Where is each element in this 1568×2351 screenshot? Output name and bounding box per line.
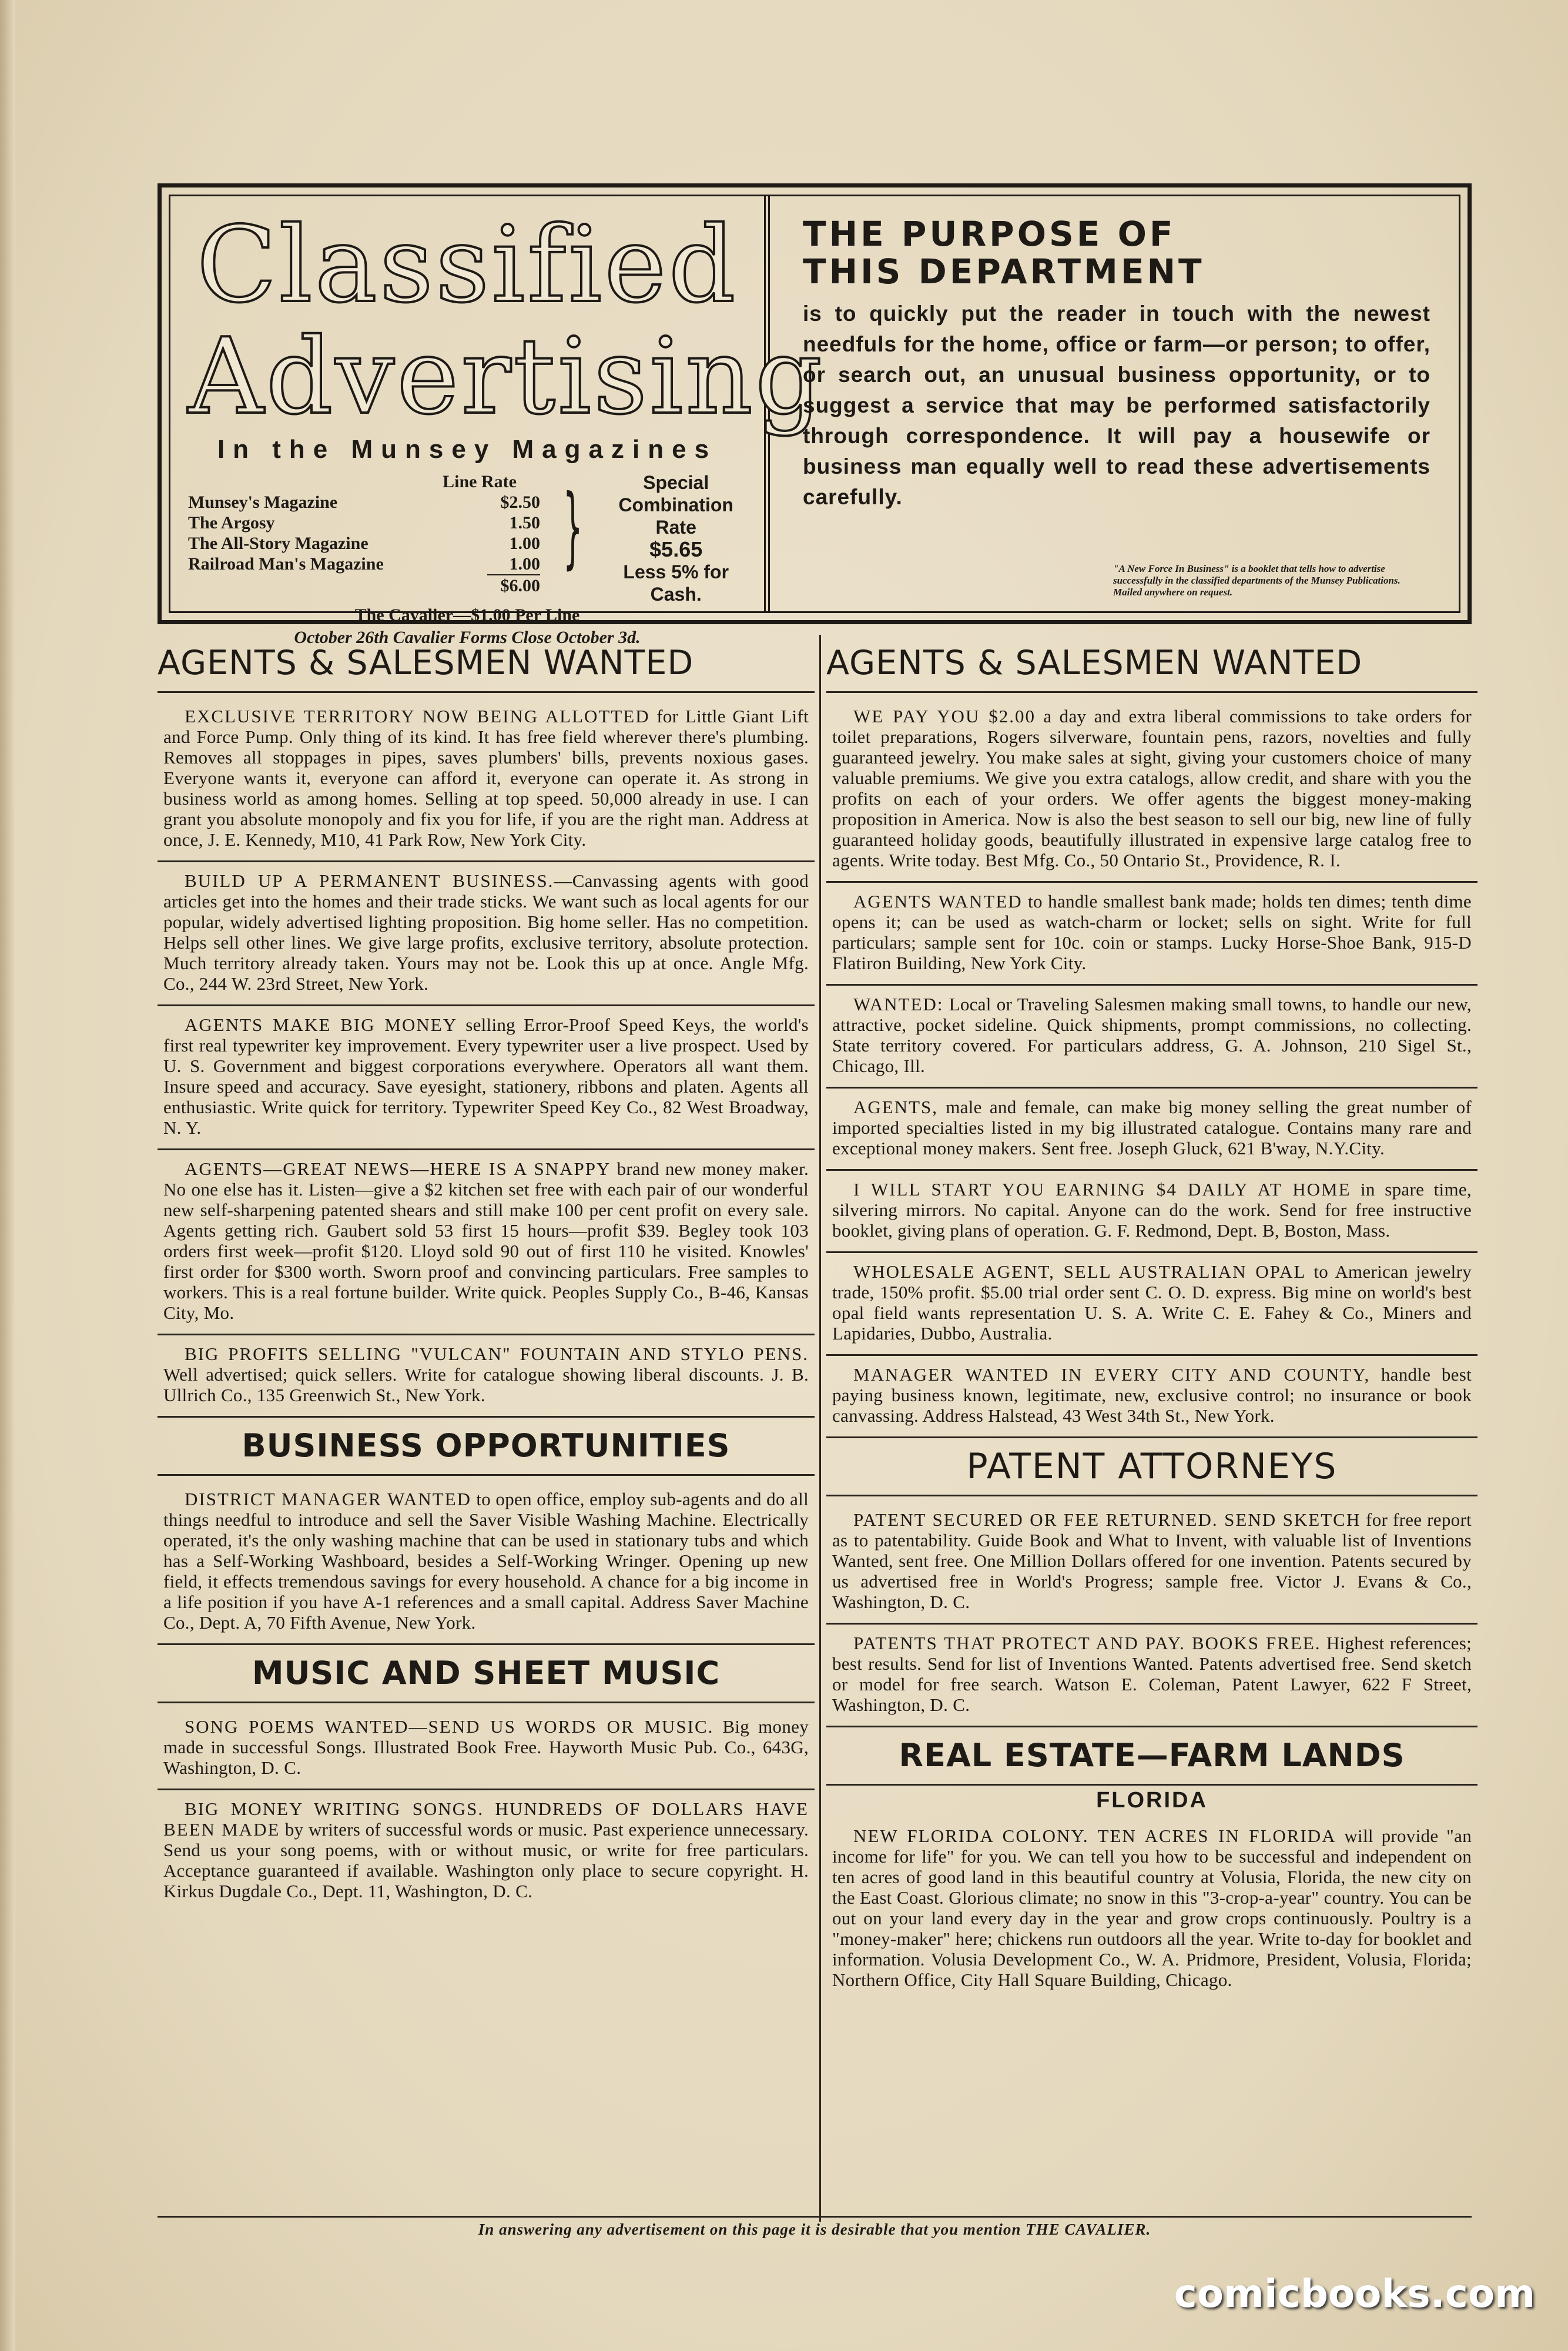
classified-ad [826,1253,1477,1356]
classified-ad [826,1501,1477,1625]
classified-ad [158,1790,815,1912]
ad-body: to open office, employ sub-agents and do all things needful to introduce and sell the Saver Visible Washing Machine. Electrically operated, it's the only washing machine that can be used in stationary tubs and which has a Self-Working Washboard, besides a Self-Working Wringer. Opening up new field, it effects tremendous savings for every household. A chance for a big income in a life position if you have A-1 references and a small capital. Address Saver Machine Co., Dept. A, 70 Fifth Avenue, New York. [163,1489,809,1633]
ad-lead: EXCLUSIVE TERRITORY NOW BEING ALLOTTED [185,706,650,726]
ad-lead: SONG POEMS WANTED—SEND US WORDS OR MUSIC. [185,1716,714,1737]
classified-ad [158,1006,815,1150]
title-advertising: Advertising [188,316,825,437]
section-heading-agents-left: AGENTS & SALESMEN WANTED [158,644,694,682]
ad-body: a day and extra liberal commissions to take orders for toilet preparations, Rogers silverware, fountain pens, razors, novelties and fully guaranteed jewelry. You make sales at sight, giving your customers choice of many valuable premiums. We give you extra catalogs, allow credit, and share with you the profits on each of your orders. We offer agents the biggest money-making proposition in America. Now is also the best season to sell our big, new line of fully guaranteed holiday goods, beautifully illustrated in expensive large catalog free to agents. Write today. Best Mfg. Co., 50 Ontario St., Providence, R. I. [832,706,1472,870]
classified-ad [826,883,1477,986]
footer-note: In answering any advertisement on this page it is desirable that you mention THE CAVALIER. [478,2221,1151,2238]
rate-row [188,554,540,574]
purpose-panel [770,196,1459,611]
ad-lead: BIG MONEY WRITING SONGS. HUNDREDS OF DOLLARS HAVE BEEN MADE [163,1799,809,1840]
section-heading-agents-right: AGENTS & SALESMEN WANTED [826,644,1363,682]
title-classified: Classified [196,204,738,326]
ad-lead: WANTED: [853,994,944,1014]
classified-ad [826,1817,1477,2001]
classified-ad [826,1625,1477,1727]
subheading-florida: FLORIDA [1096,1788,1208,1813]
special-price: $5.65 [649,537,703,561]
ad-lead: AGENTS MAKE BIG MONEY [185,1014,458,1035]
munsey-subtitle: In the Munsey Magazines [217,435,718,464]
heading-rule [158,1702,815,1703]
section-heading-realestate: REAL ESTATE—FARM LANDS [899,1737,1405,1774]
department-header-box [158,183,1472,647]
ad-body: Well advertised; quick sellers. Write for catalogue showing liberal discounts. J. B. Ullrich Co., 135 Greenwich St., New York. [163,1364,809,1405]
rate-row [188,513,540,533]
ad-body: Big money made in successful Songs. Illustrated Book Free. Hayworth Music Pub. Co., 643G, Washington, D. C. [163,1716,809,1778]
ad-lead: NEW FLORIDA COLONY. TEN ACRES IN FLORIDA [853,1826,1336,1846]
ad-lead: BIG PROFITS SELLING "VULCAN" FOUNTAIN AND STYLO PENS. [185,1344,809,1364]
forms-close-date: October 26th Cavalier Forms Close October 3d. [294,628,641,647]
magazine-rate: $2.50 [500,493,540,512]
line-rate-heading: Line Rate [443,472,517,491]
special-combination-rate [605,471,746,605]
footer-rule [158,2216,1472,2218]
right-column [826,635,1477,2001]
column-divider [819,635,821,2222]
magazine-name: Munsey's Magazine [188,493,338,512]
section-heading-music: MUSIC AND SHEET MUSIC [252,1655,721,1692]
ad-body: to handle smallest bank made; holds ten dimes; tenth dime opens it; can be used as watch-charm or locket; sells on sight. Write for full particulars; sample sent for 10c. coin or stamps. Lucky Horse-Shoe Bank, 915-D Flatiron Building, New York City. [832,891,1472,973]
rate-table [188,471,540,605]
classified-ad [826,1089,1477,1171]
magazine-rate: 1.00 [509,554,540,574]
ad-body: handle best paying business known, legitimate, new, exclusive control; no insurance or book canvassing. Address Halstead, 43 West 34th St., New York. [832,1364,1472,1426]
heading-rule [158,691,815,693]
special-line: Rate [655,517,696,538]
classified-ad [158,1708,815,1790]
ad-body: for free report as to patentability. Guide Book and What to Invent, with valuable list of Inventions Wanted, sent free. One Million Dollars offered for one invention. Patents secured by us advertised free in World's Progress; sample free. Victor J. Evans & Co., Washington, D. C. [832,1509,1472,1612]
heading-rule [826,1784,1477,1786]
ad-lead: WE PAY YOU $2.00 [853,706,1036,726]
purpose-title [803,215,1430,290]
ad-lead: I WILL START YOU EARNING $4 DAILY AT HOME [853,1179,1351,1200]
rate-row [188,492,540,513]
classified-title-panel [170,196,825,647]
heading-rule [158,1474,815,1476]
magazine-name: The Argosy [188,513,275,533]
site-watermark: comicbooks.com [1174,2271,1535,2316]
ad-body: in spare time, silvering mirrors. No capital. Anyone can do the work. Send for free instructive booklet, giving plans of operation. G. F. Redmond, Dept. B, Boston, Mass. [832,1179,1472,1241]
classified-ad [158,1150,815,1335]
magazine-name: Railroad Man's Magazine [188,554,384,574]
ad-body: male and female, can make big money selling the great number of imported specialties listed in my big illustrated catalogue. Contains many rare and exceptional money makers. Sent free. Joseph Gluck, 621 B'way, N.Y.City. [832,1097,1472,1158]
section-heading-patent: PATENT ATTORNEYS [966,1446,1338,1487]
ad-lead: PATENTS THAT PROTECT AND PAY. BOOKS FREE. [853,1633,1321,1653]
classified-ad [158,1335,815,1418]
left-column [158,635,815,1912]
special-line: Combination [618,494,733,515]
special-line: Cash. [650,584,702,605]
ad-lead: WHOLESALE AGENT, SELL AUSTRALIAN OPAL [853,1261,1306,1282]
total-rate: $6.00 [487,574,540,596]
header-inner-frame [169,195,1460,647]
ad-body: —Canvassing agents with good articles get into the homes and their trade sticks. We want such as local agents for our popular, widely advertised lighting proposition. Big home seller. Has no competition. Helps sell other lines. We give large profits, exclusive territory, absolute protection. Much territory already taken. Yours may not be. Look this up at once. Angle Mfg. Co., 244 W. 23rd Street, New York. [163,870,809,994]
magazine-name: The All-Story Magazine [188,534,368,553]
ad-lead: MANAGER WANTED IN EVERY CITY AND COUNTY, [853,1364,1371,1385]
ad-body: Local or Traveling Salesmen making small towns, to handle our new, attractive, pocket sideline. Quick shipments, prompt commissions, no collecting. State territory covered. For particulars address, G. A. Johnson, 210 Sigel St., Chicago, Ill. [832,994,1472,1076]
heading-rule [826,1495,1477,1496]
classified-ad [158,698,815,862]
rate-row [188,533,540,554]
purpose-title-line: THE PURPOSE OF [803,214,1176,254]
classified-ad [826,1171,1477,1253]
classified-ad [826,698,1477,883]
magazine-rate: 1.50 [509,513,540,533]
section-heading-business: BUSINESS OPPORTUNITIES [242,1427,731,1464]
page-spine-shadow [0,0,15,2351]
classified-ad [158,1481,815,1645]
rate-area [188,471,746,605]
brace-glyph: } [562,476,583,578]
ad-lead: AGENTS—GREAT NEWS—HERE IS A SNAPPY [185,1158,611,1179]
ad-lead: AGENTS, [853,1097,939,1117]
ad-body: Highest references; best results. Send for list of Inventions Wanted. Patents advertised free. Send sketch or model for free search. Watson E. Coleman, Patent Lawyer, 622 F Street, Washington, D. C. [832,1633,1472,1715]
ad-body: by writers of successful words or music. Past experience unnecessary. Send us your song poems, with or without music, or write for free particulars. Acceptance guaranteed if available. Washington only place to secure copyright. H. Kirkus Dugdale Co., Dept. 11, Washington, D. C. [163,1819,809,1901]
special-line: Special [643,472,709,493]
ad-body: selling Error-Proof Speed Keys, the world's first real typewriter key improvement. Every typewriter user a live prospect. Used by U. S. Government and biggest corporations everywhere. Operators all want them. Insure speed and accuracy. Save eyesight, stationery, ribbons and platen. Agents all enthusiastic. Write quick for territory. Typewriter Speed Key Co., 82 West Broadway, N. Y. [163,1014,809,1138]
classified-ad [826,1356,1477,1438]
ad-body: for Little Giant Lift and Force Pump. Only thing of its kind. It has free field wherever there's plumbing. Removes all stoppages in pipes, saves plumbers' bills, prevents noxious gases. Everyone wants it, everyone can afford it, everyone can operate it. As strong in business world as among homes. Selling at top speed. 50,000 already in use. I can grant you absolute monopoly and fix you for life, if you are the right man. Address at once, J. E. Kennedy, M10, 41 Park Row, New York City. [163,706,809,850]
purpose-body: is to quickly put the reader in touch with the newest needfuls for the home, office or farm—or person; to offer, or search out, an unusual business opportunity, or to suggest a service that may be performed satisfactorily through correspondence. It will pay a housewife or business man equally well to read these advertisements carefully. [803,302,1430,509]
special-line: Less 5% for [623,561,729,582]
ad-body: will provide "an income for life" for you. We can tell you how to be successful and independent on ten acres of good land in this beautiful country at Volusia, Florida, the new city on the East Coast. Glorious climate; no snow in this "3-crop-a-year" country. You can be out on your land every day in the year and grow crops continuously. Poultry is a "money-maker" here; chickens run outdoors all the year. Write to-day for booklet and information. Volusia Development Co., W. A. Pridmore, President, Volusia, Florida; Northern Office, City Hall Square Building, Chicago. [832,1826,1472,1990]
ad-lead: DISTRICT MANAGER WANTED [185,1489,472,1509]
ad-body: to American jewelry trade, 150% profit. $5.00 trial order sent C. O. D. express. Big mine on world's best opal field wants representation U. S. A. Write C. E. Fahey & Co., Miners and Lapidaries, Dubbo, Australia. [832,1261,1472,1344]
booklet-note: "A New Force In Business" is a booklet that tells how to advertise successfully in the classified departments of the Munsey Publications. Mailed anywhere on request. [1113,563,1401,598]
cavalier-rate: The Cavalier—$1.00 Per Line [354,605,580,625]
classified-ad [826,986,1477,1089]
heading-rule [826,691,1477,693]
purpose-title-line: THIS DEPARTMENT [803,252,1205,292]
magazine-rate: 1.00 [509,534,540,553]
ad-lead: PATENT SECURED OR FEE RETURNED. SEND SKETCH [853,1509,1361,1530]
ad-body: brand new money maker. No one else has it. Listen—give a $2 kitchen set free with each pair of our wonderful new self-sharpening patented shears and still make 100 per cent profit on every sale. Agents getting rich. Gaubert sold 53 first 15 hours—profit $39. Begley took 103 orders first week—profit $120. Lloyd sold 90 out of first 110 he visited. Knowles' first order for $300 worth. Sworn proof and convincing particulars. Free samples to workers. This is a real fortune builder. Write quick. Peoples Supply Co., B-46, Kansas City, Mo. [163,1158,809,1323]
classified-ad [158,862,815,1006]
ad-lead: AGENTS WANTED [853,891,1023,912]
ad-lead: BUILD UP A PERMANENT BUSINESS. [185,870,554,891]
